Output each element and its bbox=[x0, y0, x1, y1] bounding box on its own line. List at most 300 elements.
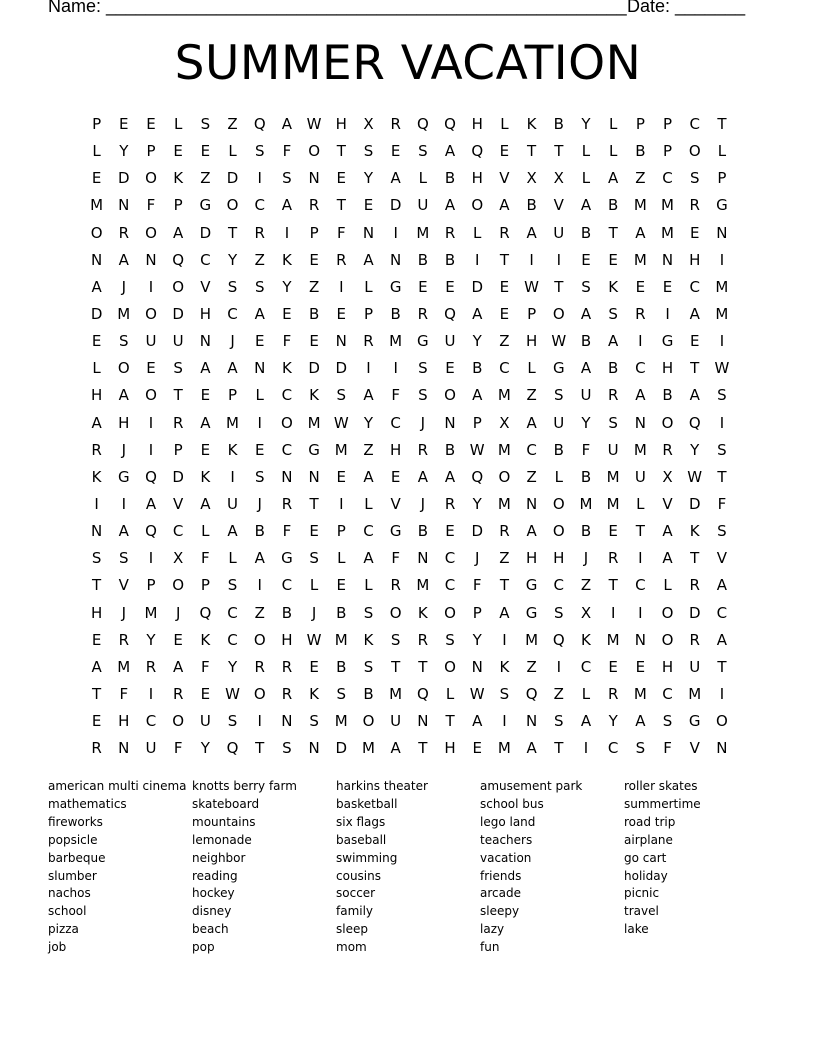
grid-letter[interactable]: A bbox=[91, 657, 102, 676]
grid-letter[interactable]: B bbox=[308, 304, 320, 323]
grid-letter[interactable]: F bbox=[391, 549, 400, 568]
grid-letter[interactable]: L bbox=[92, 142, 101, 161]
grid-letter[interactable]: I bbox=[610, 603, 616, 622]
grid-letter[interactable]: Y bbox=[363, 413, 374, 432]
grid-letter[interactable]: R bbox=[145, 657, 157, 676]
grid-letter[interactable]: S bbox=[608, 304, 618, 323]
grid-letter[interactable]: M bbox=[361, 739, 375, 758]
grid-letter[interactable]: K bbox=[526, 115, 537, 133]
grid-letter[interactable]: B bbox=[281, 603, 293, 622]
grid-letter[interactable]: J bbox=[230, 332, 235, 351]
grid-letter[interactable]: I bbox=[719, 250, 725, 269]
grid-letter[interactable]: S bbox=[336, 386, 347, 405]
grid-letter[interactable]: A bbox=[200, 413, 211, 432]
grid-letter[interactable]: I bbox=[230, 467, 235, 486]
grid-letter[interactable]: S bbox=[662, 712, 673, 731]
grid-letter[interactable]: T bbox=[608, 223, 618, 242]
grid-letter[interactable]: U bbox=[145, 739, 157, 758]
grid-letter[interactable]: I bbox=[475, 250, 480, 269]
grid-letter[interactable]: M bbox=[715, 304, 729, 323]
grid-letter[interactable]: A bbox=[417, 467, 428, 486]
grid-letter[interactable]: S bbox=[119, 549, 129, 568]
grid-letter[interactable]: S bbox=[200, 115, 211, 133]
grid-letter[interactable]: L bbox=[173, 115, 183, 133]
grid-letter[interactable]: G bbox=[417, 332, 429, 351]
grid-letter[interactable]: O bbox=[471, 196, 484, 215]
grid-letter[interactable]: O bbox=[172, 277, 185, 296]
grid-letter[interactable]: A bbox=[635, 712, 646, 731]
grid-letter[interactable]: O bbox=[172, 576, 185, 595]
grid-letter[interactable]: F bbox=[663, 739, 672, 758]
grid-letter[interactable]: M bbox=[606, 467, 620, 486]
grid-letter[interactable]: G bbox=[525, 576, 538, 595]
grid-letter[interactable]: G bbox=[117, 467, 130, 486]
grid-letter[interactable]: U bbox=[553, 223, 565, 242]
grid-letter[interactable]: N bbox=[661, 250, 674, 269]
grid-letter[interactable]: O bbox=[444, 386, 456, 405]
grid-letter[interactable]: P bbox=[200, 576, 210, 595]
grid-letter[interactable]: C bbox=[662, 169, 673, 188]
grid-letter[interactable]: R bbox=[118, 223, 129, 242]
grid-letter[interactable]: S bbox=[499, 684, 510, 703]
grid-letter[interactable]: A bbox=[254, 549, 265, 568]
grid-letter[interactable]: R bbox=[662, 440, 673, 459]
grid-letter[interactable]: O bbox=[281, 413, 293, 432]
grid-letter[interactable]: C bbox=[200, 250, 211, 269]
grid-letter[interactable]: T bbox=[92, 684, 102, 703]
grid-letter[interactable]: F bbox=[581, 440, 591, 459]
grid-letter[interactable]: Q bbox=[444, 115, 456, 133]
grid-letter[interactable]: M bbox=[334, 712, 348, 731]
grid-letter[interactable]: A bbox=[118, 250, 129, 269]
grid-letter[interactable]: A bbox=[635, 386, 646, 405]
grid-letter[interactable]: P bbox=[663, 115, 673, 133]
grid-letter[interactable]: B bbox=[608, 196, 619, 215]
grid-letter[interactable]: R bbox=[689, 630, 700, 649]
grid-letter[interactable]: A bbox=[227, 359, 238, 378]
grid-letter[interactable]: U bbox=[417, 196, 429, 215]
grid-letter[interactable]: A bbox=[472, 386, 483, 405]
grid-letter[interactable]: S bbox=[554, 712, 564, 731]
grid-letter[interactable]: U bbox=[390, 712, 402, 731]
grid-letter[interactable]: H bbox=[390, 440, 402, 459]
grid-letter[interactable]: A bbox=[91, 277, 102, 296]
grid-letter[interactable]: R bbox=[172, 684, 184, 703]
grid-letter[interactable]: I bbox=[502, 712, 507, 731]
grid-letter[interactable]: T bbox=[336, 142, 346, 161]
grid-letter[interactable]: P bbox=[635, 115, 645, 133]
grid-letter[interactable]: Q bbox=[416, 684, 429, 703]
grid-letter[interactable]: E bbox=[608, 522, 618, 541]
grid-letter[interactable]: R bbox=[689, 576, 700, 595]
grid-letter[interactable]: D bbox=[335, 359, 348, 378]
grid-letter[interactable]: E bbox=[254, 440, 265, 459]
grid-letter[interactable]: R bbox=[499, 522, 510, 541]
grid-letter[interactable]: G bbox=[199, 196, 212, 215]
grid-letter[interactable]: Y bbox=[581, 413, 591, 432]
grid-letter[interactable]: A bbox=[472, 712, 483, 731]
grid-letter[interactable]: O bbox=[552, 304, 565, 323]
grid-letter[interactable]: H bbox=[661, 657, 674, 676]
grid-letter[interactable]: E bbox=[146, 359, 156, 378]
grid-letter[interactable]: T bbox=[499, 576, 509, 595]
grid-letter[interactable]: E bbox=[91, 332, 102, 351]
grid-letter[interactable]: E bbox=[173, 630, 183, 649]
grid-letter[interactable]: M bbox=[416, 576, 430, 595]
grid-letter[interactable]: T bbox=[255, 739, 265, 758]
grid-letter[interactable]: I bbox=[719, 684, 725, 703]
grid-letter[interactable]: V bbox=[553, 196, 564, 215]
grid-letter[interactable]: Y bbox=[363, 169, 374, 188]
grid-letter[interactable]: W bbox=[333, 413, 349, 432]
grid-letter[interactable]: O bbox=[716, 712, 728, 731]
grid-letter[interactable]: P bbox=[146, 142, 156, 161]
grid-letter[interactable]: N bbox=[254, 359, 266, 378]
grid-letter[interactable]: F bbox=[146, 196, 156, 215]
grid-letter[interactable]: R bbox=[417, 304, 429, 323]
grid-letter[interactable]: E bbox=[200, 440, 211, 459]
grid-letter[interactable]: C bbox=[254, 196, 265, 215]
grid-letter[interactable]: D bbox=[688, 494, 701, 513]
grid-letter[interactable]: A bbox=[499, 603, 510, 622]
grid-letter[interactable]: C bbox=[553, 576, 565, 595]
grid-letter[interactable]: E bbox=[390, 467, 401, 486]
grid-letter[interactable]: K bbox=[281, 359, 292, 378]
grid-letter[interactable]: E bbox=[390, 142, 401, 161]
grid-letter[interactable]: Q bbox=[145, 522, 157, 541]
grid-letter[interactable]: I bbox=[148, 684, 154, 703]
grid-letter[interactable]: C bbox=[390, 413, 401, 432]
grid-letter[interactable]: F bbox=[201, 657, 210, 676]
grid-letter[interactable]: O bbox=[688, 142, 701, 161]
grid-letter[interactable]: I bbox=[393, 223, 398, 242]
grid-letter[interactable]: F bbox=[173, 739, 183, 758]
grid-letter[interactable]: E bbox=[336, 576, 347, 595]
grid-letter[interactable]: T bbox=[309, 494, 319, 513]
grid-letter[interactable]: A bbox=[689, 304, 700, 323]
grid-letter[interactable]: A bbox=[173, 223, 184, 242]
grid-letter[interactable]: H bbox=[689, 250, 701, 269]
grid-letter[interactable]: O bbox=[661, 630, 674, 649]
grid-letter[interactable]: G bbox=[525, 603, 538, 622]
grid-letter[interactable]: E bbox=[499, 277, 510, 296]
grid-letter[interactable]: I bbox=[556, 250, 561, 269]
grid-letter[interactable]: I bbox=[284, 223, 290, 242]
grid-letter[interactable]: B bbox=[580, 467, 592, 486]
grid-letter[interactable]: B bbox=[580, 223, 592, 242]
grid-letter[interactable]: H bbox=[118, 413, 130, 432]
grid-letter[interactable]: T bbox=[717, 115, 727, 133]
grid-letter[interactable]: R bbox=[417, 630, 429, 649]
grid-letter[interactable]: H bbox=[199, 304, 211, 323]
grid-letter[interactable]: E bbox=[91, 169, 102, 188]
grid-letter[interactable]: C bbox=[172, 522, 184, 541]
grid-letter[interactable]: R bbox=[336, 250, 347, 269]
grid-letter[interactable]: N bbox=[118, 196, 130, 215]
grid-letter[interactable]: O bbox=[145, 386, 157, 405]
grid-letter[interactable]: H bbox=[444, 739, 456, 758]
grid-letter[interactable]: I bbox=[556, 657, 561, 676]
grid-letter[interactable]: K bbox=[499, 657, 510, 676]
grid-letter[interactable]: H bbox=[553, 549, 565, 568]
grid-letter[interactable]: A bbox=[91, 413, 102, 432]
grid-letter[interactable]: H bbox=[471, 115, 483, 133]
grid-letter[interactable]: M bbox=[606, 630, 620, 649]
grid-letter[interactable]: R bbox=[607, 386, 619, 405]
grid-letter[interactable]: Q bbox=[416, 115, 429, 133]
grid-letter[interactable]: O bbox=[172, 712, 185, 731]
grid-letter[interactable]: U bbox=[689, 657, 701, 676]
grid-letter[interactable]: B bbox=[662, 386, 673, 405]
grid-letter[interactable]: D bbox=[118, 169, 130, 188]
grid-letter[interactable]: K bbox=[309, 386, 320, 405]
grid-letter[interactable]: U bbox=[634, 467, 646, 486]
grid-letter[interactable]: A bbox=[580, 712, 592, 731]
grid-letter[interactable]: M bbox=[525, 630, 539, 649]
grid-letter[interactable]: P bbox=[92, 115, 102, 133]
grid-letter[interactable]: J bbox=[257, 494, 262, 513]
grid-letter[interactable]: K bbox=[363, 630, 374, 649]
grid-letter[interactable]: N bbox=[362, 223, 375, 242]
grid-letter[interactable]: R bbox=[254, 657, 265, 676]
grid-letter[interactable]: H bbox=[525, 549, 538, 568]
grid-letter[interactable]: T bbox=[527, 142, 537, 161]
grid-letter[interactable]: C bbox=[607, 739, 619, 758]
grid-letter[interactable]: Y bbox=[227, 657, 238, 676]
grid-letter[interactable]: K bbox=[608, 277, 619, 296]
grid-letter[interactable]: F bbox=[282, 332, 292, 351]
grid-letter[interactable]: Z bbox=[227, 115, 238, 133]
grid-letter[interactable]: I bbox=[366, 359, 371, 378]
grid-letter[interactable]: E bbox=[254, 332, 265, 351]
grid-letter[interactable]: E bbox=[336, 467, 347, 486]
grid-letter[interactable]: M bbox=[117, 657, 131, 676]
grid-letter[interactable]: E bbox=[581, 250, 591, 269]
grid-letter[interactable]: O bbox=[117, 359, 130, 378]
grid-letter[interactable]: C bbox=[227, 630, 238, 649]
grid-letter[interactable]: S bbox=[119, 332, 129, 351]
grid-letter[interactable]: A bbox=[689, 386, 700, 405]
grid-letter[interactable]: N bbox=[308, 739, 320, 758]
grid-letter[interactable]: B bbox=[553, 440, 564, 459]
grid-letter[interactable]: C bbox=[635, 359, 646, 378]
grid-letter[interactable]: C bbox=[635, 576, 646, 595]
grid-letter[interactable]: S bbox=[282, 739, 292, 758]
grid-letter[interactable]: N bbox=[90, 522, 103, 541]
grid-letter[interactable]: W bbox=[469, 684, 485, 703]
grid-letter[interactable]: M bbox=[334, 440, 348, 459]
grid-letter[interactable]: B bbox=[580, 332, 592, 351]
grid-letter[interactable]: A bbox=[444, 142, 456, 161]
grid-letter[interactable]: N bbox=[716, 223, 728, 242]
grid-letter[interactable]: L bbox=[364, 494, 373, 513]
grid-letter[interactable]: S bbox=[254, 142, 265, 161]
grid-letter[interactable]: N bbox=[634, 630, 646, 649]
grid-letter[interactable]: J bbox=[583, 549, 589, 568]
grid-letter[interactable]: P bbox=[663, 142, 673, 161]
grid-letter[interactable]: J bbox=[420, 413, 426, 432]
grid-letter[interactable]: H bbox=[90, 603, 103, 622]
grid-letter[interactable]: Y bbox=[472, 494, 482, 513]
grid-letter[interactable]: N bbox=[281, 467, 293, 486]
grid-letter[interactable]: M bbox=[497, 386, 511, 405]
grid-letter[interactable]: U bbox=[553, 413, 565, 432]
grid-letter[interactable]: R bbox=[172, 413, 184, 432]
grid-letter[interactable]: I bbox=[638, 603, 643, 622]
grid-letter[interactable]: S bbox=[363, 657, 374, 676]
grid-letter[interactable]: P bbox=[336, 522, 346, 541]
grid-letter[interactable]: E bbox=[119, 115, 129, 133]
grid-letter[interactable]: B bbox=[417, 522, 428, 541]
grid-letter[interactable]: N bbox=[390, 250, 402, 269]
grid-letter[interactable]: T bbox=[336, 196, 346, 215]
grid-letter[interactable]: E bbox=[200, 684, 211, 703]
grid-letter[interactable]: D bbox=[471, 277, 483, 296]
grid-letter[interactable]: E bbox=[146, 115, 156, 133]
grid-letter[interactable]: O bbox=[90, 223, 103, 242]
grid-letter[interactable]: D bbox=[226, 169, 239, 188]
grid-letter[interactable]: X bbox=[580, 603, 592, 622]
grid-letter[interactable]: A bbox=[281, 115, 293, 133]
grid-letter[interactable]: N bbox=[444, 413, 456, 432]
grid-letter[interactable]: K bbox=[200, 630, 211, 649]
grid-letter[interactable]: Q bbox=[471, 142, 484, 161]
grid-letter[interactable]: L bbox=[337, 549, 346, 568]
grid-letter[interactable]: J bbox=[311, 603, 317, 622]
grid-letter[interactable]: L bbox=[364, 576, 373, 595]
grid-letter[interactable]: T bbox=[690, 549, 700, 568]
grid-letter[interactable]: I bbox=[638, 332, 643, 351]
grid-letter[interactable]: R bbox=[635, 304, 646, 323]
grid-letter[interactable]: P bbox=[146, 576, 156, 595]
grid-letter[interactable]: G bbox=[552, 359, 565, 378]
grid-letter[interactable]: O bbox=[226, 196, 239, 215]
grid-letter[interactable]: Z bbox=[499, 549, 510, 568]
grid-letter[interactable]: S bbox=[717, 386, 727, 405]
grid-letter[interactable]: C bbox=[363, 522, 374, 541]
grid-letter[interactable]: W bbox=[551, 332, 567, 351]
grid-letter[interactable]: U bbox=[444, 332, 456, 351]
grid-letter[interactable]: Y bbox=[146, 630, 156, 649]
grid-letter[interactable]: H bbox=[118, 712, 130, 731]
grid-letter[interactable]: V bbox=[716, 549, 728, 568]
grid-letter[interactable]: R bbox=[281, 494, 293, 513]
grid-letter[interactable]: N bbox=[525, 712, 538, 731]
grid-letter[interactable]: A bbox=[281, 196, 293, 215]
grid-letter[interactable]: X bbox=[526, 169, 537, 188]
grid-letter[interactable]: Z bbox=[308, 277, 320, 296]
grid-letter[interactable]: C bbox=[716, 603, 728, 622]
grid-letter[interactable]: L bbox=[255, 386, 264, 405]
grid-letter[interactable]: P bbox=[717, 169, 727, 188]
grid-letter[interactable]: Q bbox=[145, 467, 157, 486]
grid-letter[interactable]: E bbox=[91, 712, 102, 731]
grid-letter[interactable]: E bbox=[472, 739, 482, 758]
grid-letter[interactable]: E bbox=[499, 142, 510, 161]
grid-letter[interactable]: M bbox=[661, 196, 674, 215]
grid-letter[interactable]: B bbox=[635, 142, 646, 161]
grid-letter[interactable]: G bbox=[281, 549, 293, 568]
grid-letter[interactable]: O bbox=[253, 630, 266, 649]
grid-letter[interactable]: I bbox=[719, 413, 725, 432]
grid-letter[interactable]: L bbox=[717, 142, 727, 161]
grid-letter[interactable]: P bbox=[472, 413, 482, 432]
grid-letter[interactable]: Y bbox=[282, 277, 292, 296]
grid-letter[interactable]: S bbox=[608, 413, 618, 432]
grid-letter[interactable]: T bbox=[717, 467, 727, 486]
grid-letter[interactable]: A bbox=[444, 467, 456, 486]
grid-letter[interactable]: B bbox=[472, 359, 483, 378]
grid-letter[interactable]: I bbox=[148, 440, 154, 459]
grid-letter[interactable]: U bbox=[145, 332, 157, 351]
grid-letter[interactable]: C bbox=[499, 359, 510, 378]
grid-letter[interactable]: L bbox=[608, 115, 618, 133]
grid-letter[interactable]: A bbox=[499, 196, 510, 215]
grid-letter[interactable]: R bbox=[499, 223, 510, 242]
grid-letter[interactable]: T bbox=[554, 142, 564, 161]
grid-letter[interactable]: A bbox=[254, 304, 265, 323]
grid-letter[interactable]: O bbox=[308, 142, 320, 161]
grid-letter[interactable]: P bbox=[363, 304, 373, 323]
grid-letter[interactable]: A bbox=[118, 386, 129, 405]
grid-letter[interactable]: E bbox=[662, 277, 673, 296]
grid-letter[interactable]: A bbox=[173, 657, 184, 676]
grid-letter[interactable]: C bbox=[145, 712, 157, 731]
grid-letter[interactable]: D bbox=[335, 739, 348, 758]
grid-letter[interactable]: F bbox=[472, 576, 482, 595]
grid-letter[interactable]: U bbox=[172, 332, 184, 351]
grid-letter[interactable]: C bbox=[689, 277, 700, 296]
grid-letter[interactable]: M bbox=[497, 739, 511, 758]
grid-letter[interactable]: B bbox=[580, 522, 592, 541]
grid-letter[interactable]: C bbox=[281, 440, 293, 459]
grid-letter[interactable]: Z bbox=[200, 169, 211, 188]
grid-letter[interactable]: E bbox=[499, 304, 510, 323]
grid-letter[interactable]: K bbox=[227, 440, 238, 459]
grid-letter[interactable]: A bbox=[608, 169, 619, 188]
grid-letter[interactable]: Y bbox=[472, 630, 482, 649]
grid-letter[interactable]: D bbox=[389, 196, 402, 215]
grid-letter[interactable]: Y bbox=[690, 440, 700, 459]
grid-letter[interactable]: M bbox=[334, 630, 348, 649]
grid-letter[interactable]: P bbox=[527, 304, 537, 323]
grid-letter[interactable]: Z bbox=[254, 250, 265, 269]
grid-letter[interactable]: L bbox=[500, 115, 509, 133]
grid-letter[interactable]: L bbox=[527, 359, 536, 378]
grid-letter[interactable]: M bbox=[226, 413, 239, 432]
grid-letter[interactable]: E bbox=[445, 522, 455, 541]
grid-letter[interactable]: S bbox=[445, 630, 455, 649]
grid-letter[interactable]: T bbox=[173, 386, 183, 405]
grid-letter[interactable]: O bbox=[253, 684, 266, 703]
grid-letter[interactable]: F bbox=[119, 684, 129, 703]
grid-letter[interactable]: Z bbox=[254, 603, 265, 622]
grid-letter[interactable]: H bbox=[471, 169, 483, 188]
grid-letter[interactable]: R bbox=[281, 657, 293, 676]
grid-letter[interactable]: T bbox=[717, 657, 727, 676]
grid-letter[interactable]: P bbox=[173, 196, 183, 215]
grid-letter[interactable]: Z bbox=[580, 576, 592, 595]
grid-letter[interactable]: X bbox=[363, 115, 374, 133]
grid-letter[interactable]: S bbox=[227, 277, 238, 296]
grid-letter[interactable]: S bbox=[418, 386, 428, 405]
grid-letter[interactable]: T bbox=[418, 739, 428, 758]
grid-letter[interactable]: S bbox=[282, 169, 292, 188]
grid-letter[interactable]: I bbox=[665, 304, 670, 323]
grid-letter[interactable]: O bbox=[552, 522, 565, 541]
grid-letter[interactable]: E bbox=[445, 359, 455, 378]
grid-letter[interactable]: M bbox=[633, 684, 647, 703]
